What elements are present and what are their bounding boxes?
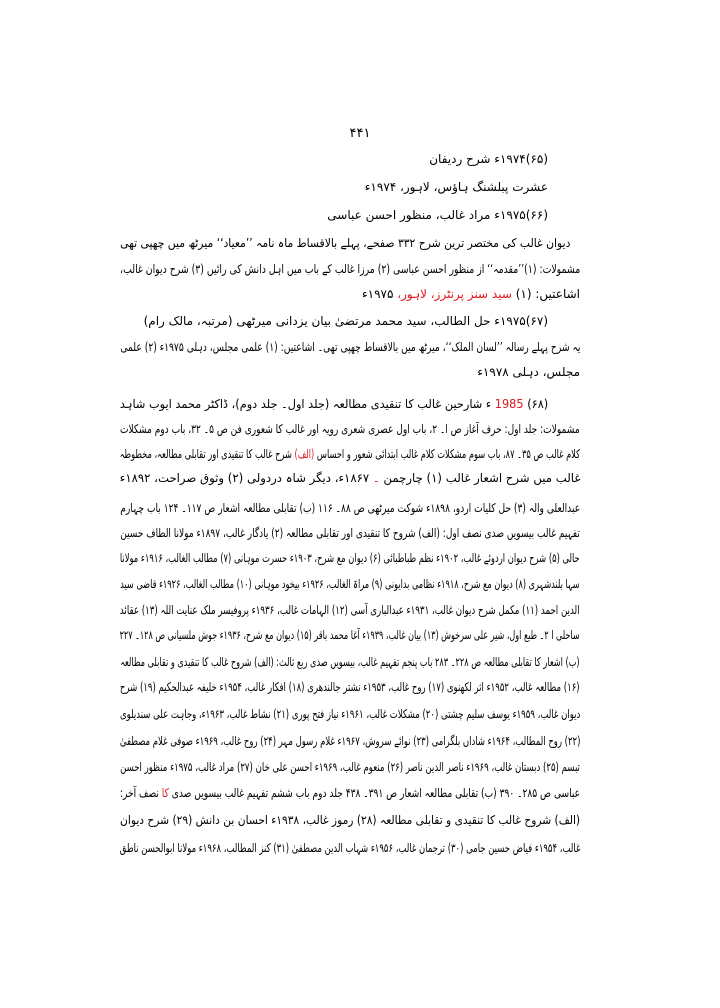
text-line-l10 xyxy=(120,393,548,415)
text-line-l27 xyxy=(119,837,580,859)
text-run: غالب میں شرح اشعار غالب (۱) چارچمن xyxy=(383,471,580,485)
page-number: ۴۴۱ xyxy=(349,126,371,141)
text-run: (۶۶)۱۹۷۵ء مراد غالب، منظور احسن عباسی xyxy=(327,208,548,222)
text-run: ۱۹۷۵ء xyxy=(361,287,394,301)
text-line-l14 xyxy=(120,497,580,519)
text-run: مجلس، دہلی ۱۹۷۸ء xyxy=(477,365,580,379)
text-run: (ب) اشعار کا تقابلی مطالعہ ص ۲۲۸۔ ۲۸۳ باب پنجم تفہیم غالب، بیسویں صدی ربع ثالث: (الف) شروح غالب کا تنقیدی و تقابلی مطالعہ xyxy=(120,655,580,669)
text-line-l23 xyxy=(119,730,580,752)
text-run: عبدالعلی والہ (۳) حل کلیات اردو، ۱۸۹۸ء شوکت میرٹھی ص ۸۸۔ ۱۱۶ (ب) تقابلی مطالعہ اشعار ص ۱۱۷۔ ۱۲۴ باب چہارم xyxy=(120,501,580,515)
text-run: کا xyxy=(161,786,169,800)
text-run: ۔ xyxy=(372,471,380,485)
text-line-l20 xyxy=(121,651,580,673)
text-line-l13 xyxy=(119,467,580,489)
text-line-l21 xyxy=(120,676,580,698)
text-line-l17 xyxy=(121,573,580,595)
text-run: دیوان غالب کی مختصر ترین شرح ۳۳۲ صفحے، پہلے بالاقساط ماہ نامہ ’’معیاد‘‘ میرٹھ میں چھپی تھی xyxy=(119,236,570,250)
text-line-l25 xyxy=(120,782,580,804)
text-line-l16 xyxy=(120,547,580,569)
text-run: ء شارحین غالب کا تنقیدی مطالعہ (جلد اول۔ جلد دوم)، ڈاکٹر محمد ایوب شاہد xyxy=(119,397,491,411)
text-run: (۶۵)۱۹۷۴ء شرح ردیفان xyxy=(429,152,548,166)
text-line-l08 xyxy=(120,336,580,358)
text-run: سہا بلندشہری (۸) دیوان مع شرح، ۱۹۱۸ء نظامی بدایونی (۹) مراۃ الغالب، ۱۹۲۶ء بیخود موہانی (۱۰) مطالب الغالب، ۱۹۲۶ء قاضی سید xyxy=(120,577,580,591)
text-run: اشاعتیں: (۱) xyxy=(515,287,580,301)
text-run: کلام غالب ص ۳۵۔ ۸۷، باب سوم مشکلات کلام غالب ابتدائی شعور و احساس xyxy=(316,447,580,461)
text-run: ساحلی ا ۲۔ طبع اول، شیر علی سرخوش (۱۳) بیان غالب، ۱۹۳۹ء آغا محمد باقر (۱۵) دیوان مع شرح، ۱۹۳۶ء جوش ملسیانی ص ۱۲۸۔ ۲۲۷ xyxy=(119,628,580,642)
text-run: مشمولات: جلد اول: حرف آغاز ص ا۔ ۲، باب اول عصری شعری رویہ اور غالب کا شعوری فن ص ۵۔ ۳۲، باب دوم مشکلات xyxy=(120,422,580,436)
text-run: عشرت پبلشنگ ہاؤس، لاہور، ۱۹۷۴ء xyxy=(364,180,548,194)
text-run: تبسم (۲۵) دبستان غالب، ۱۹۶۹ء ناصر الدین ناصر (۲۶) منعوم غالب، ۱۹۶۹ء احسن علی خان (۲۷) مراد غالب، ۱۹۷۵ء منظور احسن xyxy=(120,760,580,774)
text-line-l01 xyxy=(429,148,548,170)
text-run: یہ شرح پہلے رسالہ ’’لسان الملک‘‘، میرٹھ میں بالاقساط چھپی تھی۔ اشاعتیں: (۱) علمی مجلس، دہلی ۱۹۷۵ء (۲) علمی xyxy=(119,340,580,354)
text-line-l26 xyxy=(120,809,580,831)
text-run: شرح غالب کا تنقیدی اور تقابلی مطالعہ، مخطوطہ xyxy=(119,447,292,461)
text-run: 1985 xyxy=(494,397,524,411)
text-line-l07 xyxy=(144,310,548,332)
text-line-l12 xyxy=(120,443,580,465)
text-line-l24 xyxy=(120,756,580,778)
text-run: (۲۲) روح المطالب، ۱۹۶۴ء شاداں بلگرامی (۲۳) نوائے سروش، ۱۹۶۷ء غلام رسول مہر (۲۴) روح غالب، ۱۹۶۹ء صوفی غلام مصطفیٰ xyxy=(119,734,580,748)
text-run: غالب، ۱۹۵۴ء فیاض حسین جامی (۳۰) ترجمان غالب، ۱۹۵۶ء شہاب الدین مصطفیٰ (۳۱) کنز المطالب، ۱۹۶۸ء مولانا ابوالحسن ناطق xyxy=(119,841,580,855)
text-line-l18 xyxy=(120,599,580,621)
text-line-l04 xyxy=(120,232,570,254)
text-run: حالی (۵) شرح دیوان اردوئے غالب، ۱۹۰۲ء نظم طباطبائی (۶) دیوان مع شرح، ۱۹۰۳ء حسرت موہانی (۷) مطالب الغالب، ۱۹۱۶ء مولانا xyxy=(120,551,580,565)
text-run: الدین احمد (۱۱) مکمل شرح دیوان غالب، ۱۹۳۱ء عبدالباری آسی (۱۲) الہامات غالب، ۱۹۳۶ء پروفیسر ملک عنایت اللہ (۱۳) عقائد xyxy=(120,603,580,617)
text-run: نصف آخر: xyxy=(119,786,159,800)
text-run: دیوان غالب، ۱۹۵۹ء یوسف سلیم چشتی (۲۰) مشکلات غالب، ۱۹۶۱ء نیاز فتح پوری (۲۱) نشاط غالب، ۱۹۶۳ء، وجاہت علی سندیلوی xyxy=(119,707,580,721)
text-run: عباسی ص ۲۸۵۔ ۳۹۰ (ب) تقابلی مطالعہ اشعار ص ۳۹۱۔ ۴۳۸ جلد دوم باب ششم تفہیم غالب بیسویں صدی xyxy=(171,786,580,800)
text-run: مشمولات: (۱)’’مقدمہ‘‘ از منظور احسن عباسی (۲) مرزا غالب کے باب میں اہل دانش کی رائیں (۳) شرح دیوان غالب، xyxy=(119,262,580,276)
text-line-l22 xyxy=(120,703,580,725)
text-run: سید سنز پرنٹرز، لاہور، xyxy=(397,287,512,301)
text-line-l09 xyxy=(477,361,580,383)
text-run: ۱۸۶۷ء، دیگر شاہ دردولی (۲) وثوق صراحت، ۱۸۹۲ء xyxy=(119,471,369,485)
text-run: (۶۷)۱۹۷۵ء حل الطالب، سید محمد مرتضیٰ بیان یزدانی میرٹھی (مرتبہ، مالک رام) xyxy=(143,314,548,328)
text-run: (۱۶) مطالعہ غالب، ۱۹۵۲ء اثر لکھنوی (۱۷) روح غالب، ۱۹۵۳ء نشتر جالندھری (۱۸) افکار غالب، ۱۹۵۴ء خلیفہ عبدالحکیم (۱۹) شرح xyxy=(120,680,580,694)
text-line-l11 xyxy=(120,418,580,440)
text-line-l19 xyxy=(120,624,580,646)
text-line-l02 xyxy=(365,176,548,198)
text-line-l15 xyxy=(120,522,580,544)
text-run: (الف) xyxy=(294,447,315,461)
text-run: تفہیم غالب بیسویں صدی نصف اول: (الف) شروح کا تنقیدی اور تقابلی مطالعہ (۲) یادگار غالب، ۱۸۹۷ء مولانا الطاف حسین xyxy=(120,526,580,540)
text-run: (الف) شروح غالب کا تنقیدی و تقابلی مطالعہ (۲۸) رموز غالب، ۱۹۳۸ء احسان بن دانش (۲۹) شرح دیوان xyxy=(119,813,580,827)
text-line-l06 xyxy=(362,283,580,305)
text-line-l05 xyxy=(120,258,580,280)
text-line-l03 xyxy=(327,204,548,226)
text-run: (۶۸) xyxy=(527,397,548,411)
